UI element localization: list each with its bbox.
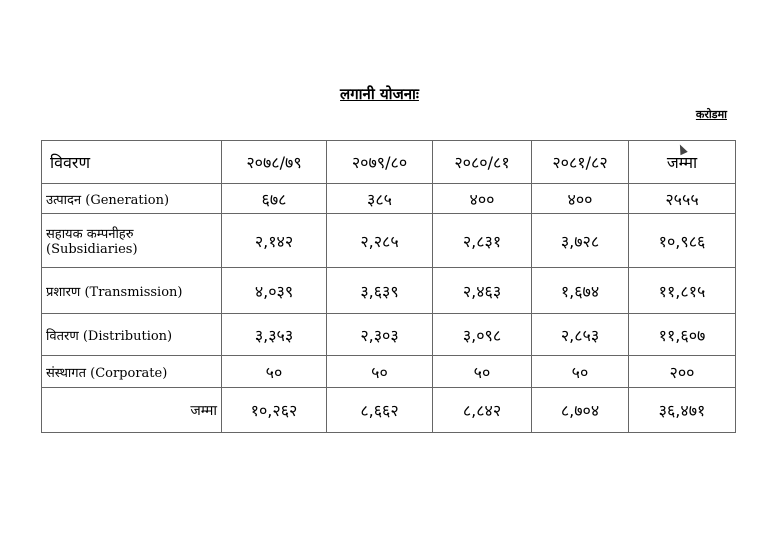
cell-value: ३,३५३	[222, 314, 327, 356]
header-description: विवरण	[42, 141, 222, 184]
cell-total: ११,८१५	[629, 268, 736, 314]
table-row	[42, 268, 736, 314]
total-value: ८,८४२	[433, 388, 532, 433]
unit-label: करोडमा	[695, 108, 727, 121]
cell-value: ३८५	[327, 184, 433, 214]
header-total: जम्मा	[629, 141, 736, 184]
row-label: उत्पादन (Generation)	[42, 184, 222, 214]
total-value: १०,२६२	[222, 388, 327, 433]
header-year: २०८१/८२	[532, 141, 629, 184]
cell-value: २,८५३	[532, 314, 629, 356]
header-year: २०७८/७९	[222, 141, 327, 184]
table-row	[42, 214, 736, 268]
investment-plan-table	[41, 140, 736, 433]
row-label: प्रशारण (Transmission)	[42, 268, 222, 314]
document-title: लगानी योजनाः	[340, 85, 419, 103]
cell-value: २,१४२	[222, 214, 327, 268]
cell-value: ५०	[532, 356, 629, 388]
row-label: वितरण (Distribution)	[42, 314, 222, 356]
header-year: २०८०/८१	[433, 141, 532, 184]
cell-value: ३,६३९	[327, 268, 433, 314]
cell-value: १,६७४	[532, 268, 629, 314]
cell-value: ५०	[327, 356, 433, 388]
table-row	[42, 356, 736, 388]
cell-total: २५५५	[629, 184, 736, 214]
cell-value: ३,७२८	[532, 214, 629, 268]
grand-total: ३६,४७१	[629, 388, 736, 433]
total-label: जम्मा	[42, 388, 222, 433]
table-row	[42, 314, 736, 356]
cell-value: २,८३१	[433, 214, 532, 268]
cell-total: ११,६०७	[629, 314, 736, 356]
row-label: संस्थागत (Corporate)	[42, 356, 222, 388]
total-value: ८,७०४	[532, 388, 629, 433]
cell-value: ४००	[433, 184, 532, 214]
cell-value: २,२८५	[327, 214, 433, 268]
table-row	[42, 184, 736, 214]
cell-value: ५०	[222, 356, 327, 388]
cell-value: ५०	[433, 356, 532, 388]
cell-value: २,४६३	[433, 268, 532, 314]
total-row	[42, 388, 736, 433]
header-row	[42, 141, 736, 184]
cell-value: ३,०९८	[433, 314, 532, 356]
total-value: ८,६६२	[327, 388, 433, 433]
row-label: सहायक कम्पनीहरु (Subsidiaries)	[42, 214, 222, 268]
cell-value: ४००	[532, 184, 629, 214]
cell-value: ४,०३९	[222, 268, 327, 314]
cell-total: २००	[629, 356, 736, 388]
cell-value: ६७८	[222, 184, 327, 214]
cell-total: १०,९८६	[629, 214, 736, 268]
cell-value: २,३०३	[327, 314, 433, 356]
header-year: २०७९/८०	[327, 141, 433, 184]
